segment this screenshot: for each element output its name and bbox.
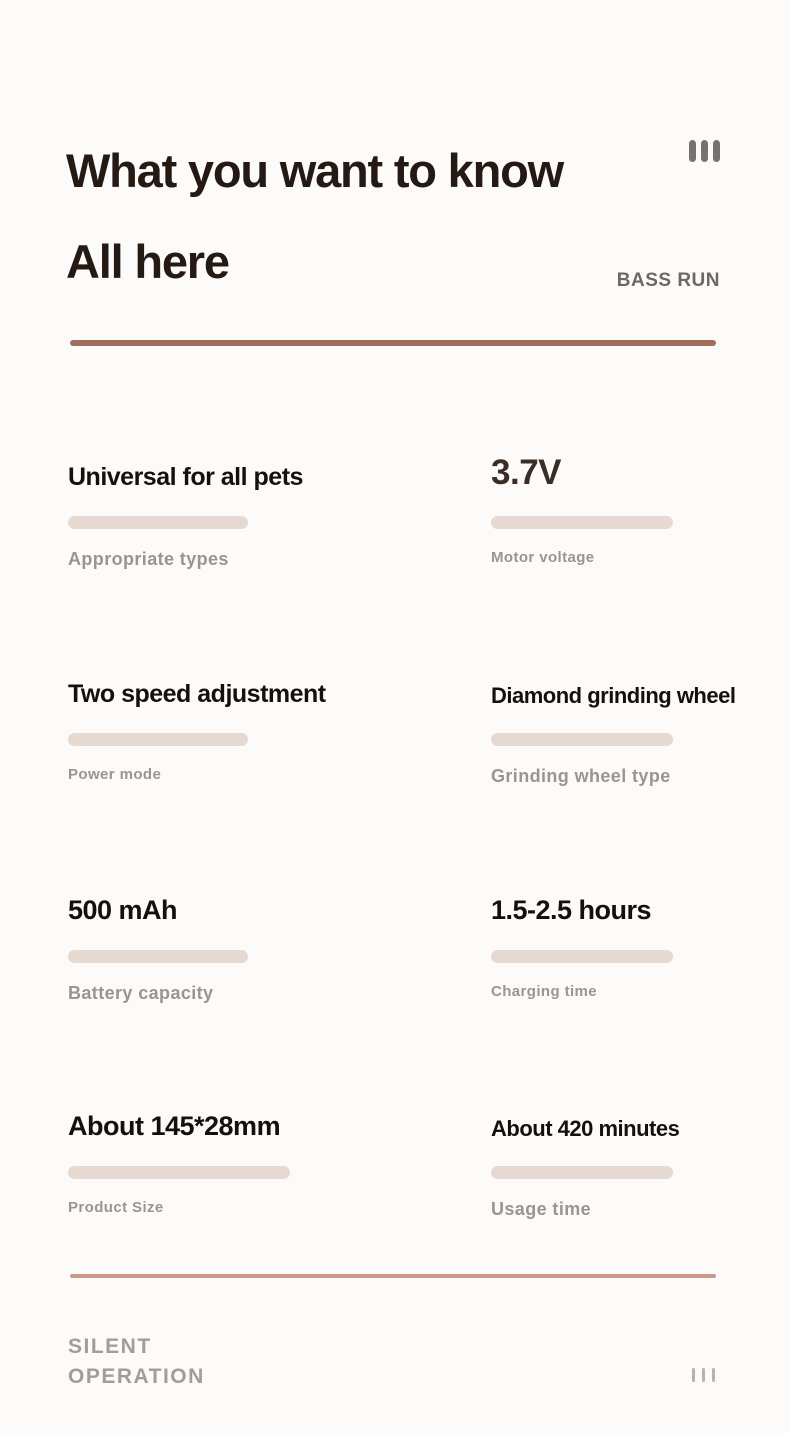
spec-label: Motor voltage (491, 549, 595, 566)
spec-underline-bar (491, 516, 673, 529)
grill-bar (713, 140, 720, 162)
spec-label: Power mode (68, 766, 162, 783)
grill-bar (701, 140, 708, 162)
spec-label: Usage time (491, 1199, 592, 1219)
top-divider (70, 340, 716, 346)
grill-bars-icon-small (692, 1368, 715, 1382)
grill-bar (702, 1368, 705, 1382)
page-title-line1: What you want to know (66, 144, 563, 197)
spec-title: Universal for all pets (68, 463, 303, 491)
spec-underline-bar (68, 516, 248, 529)
spec-underline-bar (491, 1166, 673, 1179)
spec-underline-bar (68, 733, 248, 746)
spec-title: Two speed adjustment (68, 680, 326, 708)
spec-label: Grinding wheel type (491, 766, 671, 786)
grill-bar (692, 1368, 695, 1382)
spec-cell-product-size (68, 1100, 290, 1215)
grill-bar (689, 140, 696, 162)
spec-title: 1.5-2.5 hours (491, 895, 652, 925)
spec-label: Appropriate types (68, 549, 229, 569)
spec-cell-motor-voltage (491, 450, 673, 565)
spec-title: About 420 minutes (491, 1116, 680, 1141)
spec-label: Product Size (68, 1199, 164, 1216)
spec-cell-battery-capacity (68, 884, 248, 1002)
spec-title: 3.7V (491, 453, 561, 492)
spec-cell-grinding-wheel-type (491, 667, 735, 785)
spec-cell-charging-time (491, 884, 673, 999)
spec-underline-bar (491, 950, 673, 963)
page-title-line2: All here (66, 235, 229, 288)
spec-label: Charging time (491, 983, 598, 1000)
spec-title: Diamond grinding wheel (491, 683, 736, 708)
spec-underline-bar (491, 733, 673, 746)
footer-text-line1: SILENT (68, 1335, 152, 1358)
footer-text-line2: OPERATION (68, 1365, 205, 1388)
spec-title: 500 mAh (68, 895, 178, 925)
spec-label: Battery capacity (68, 983, 214, 1003)
grill-bar (712, 1368, 715, 1382)
spec-underline-bar (68, 1166, 290, 1179)
spec-cell-usage-time (491, 1100, 679, 1218)
spec-cell-power-mode (68, 667, 326, 782)
spec-underline-bar (68, 950, 248, 963)
spec-cell-appropriate-types (68, 450, 303, 568)
spec-title: About 145*28mm (68, 1111, 281, 1141)
grill-bars-icon (689, 140, 720, 162)
brand-name: BASS RUN (616, 270, 720, 291)
bottom-divider (70, 1274, 716, 1278)
